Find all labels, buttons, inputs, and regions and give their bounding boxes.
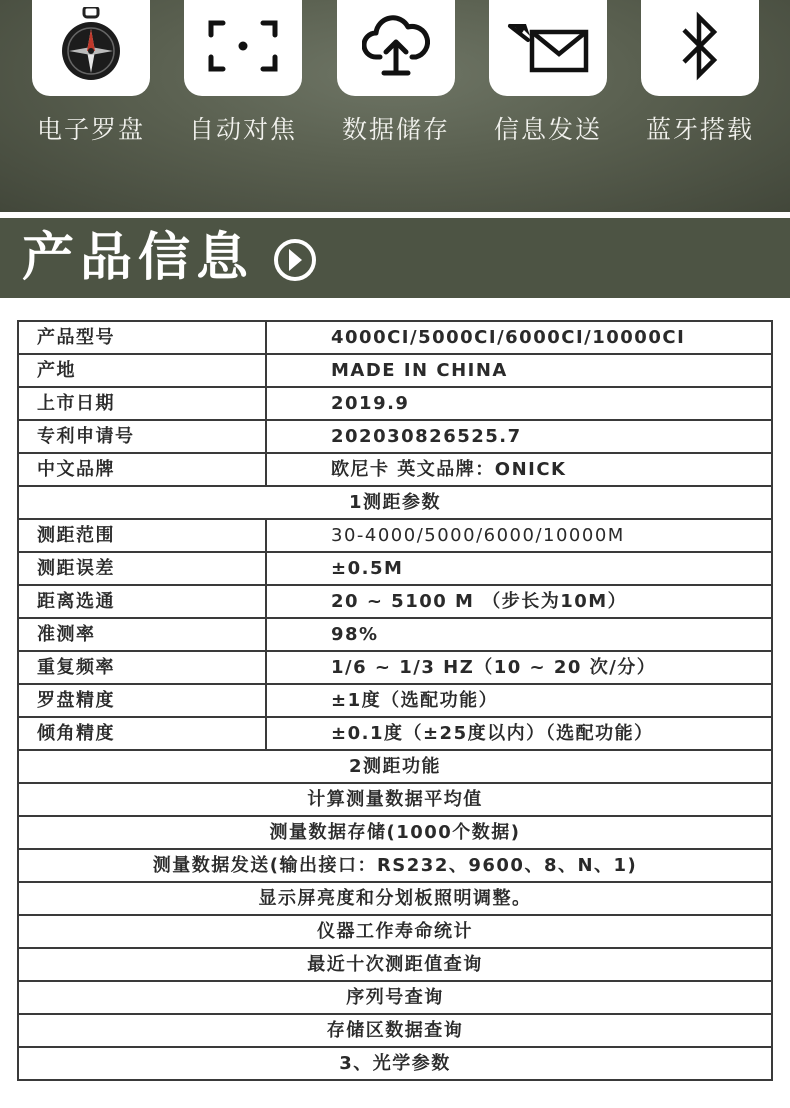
row-label: 产品型号	[18, 321, 266, 354]
table-row	[18, 717, 772, 750]
section-heading: 1测距参数	[18, 486, 772, 519]
row-label: 倾角精度	[18, 717, 266, 750]
row-value: 20 ~ 5100 M （步长为10M）	[266, 585, 772, 618]
row-value: MADE IN CHINA	[266, 354, 772, 387]
function-item: 测量数据存储(1000个数据)	[18, 816, 772, 849]
table-row	[18, 651, 772, 684]
spec-table	[17, 320, 773, 1081]
function-item: 计算测量数据平均值	[18, 783, 772, 816]
table-row	[18, 321, 772, 354]
section-heading-row	[18, 1047, 772, 1080]
section-title: 产品信息	[22, 228, 255, 288]
section-heading: 2测距功能	[18, 750, 772, 783]
row-value: 2019.9	[266, 387, 772, 420]
row-label: 距离选通	[18, 585, 266, 618]
send-mail-icon	[506, 18, 590, 78]
row-label: 中文品牌	[18, 453, 266, 486]
row-value: 98%	[266, 618, 772, 651]
table-row	[18, 882, 772, 915]
table-row	[18, 783, 772, 816]
table-row	[18, 552, 772, 585]
row-value: 202030826525.7	[266, 420, 772, 453]
feature-label: 自动对焦	[188, 115, 297, 144]
row-value: ±0.5M	[266, 552, 772, 585]
function-item: 最近十次测距值查询	[18, 948, 772, 981]
feature-label: 蓝牙搭载	[645, 115, 754, 144]
table-row	[18, 519, 772, 552]
table-row	[18, 453, 772, 486]
function-item: 仪器工作寿命统计	[18, 915, 772, 948]
feature-header	[0, 0, 790, 212]
feature-tile	[184, 0, 302, 96]
table-row	[18, 981, 772, 1014]
row-value: ±1度（选配功能）	[266, 684, 772, 717]
function-item: 存储区数据查询	[18, 1014, 772, 1047]
table-row	[18, 420, 772, 453]
feature-tile	[641, 0, 759, 96]
feature-tile	[337, 0, 455, 96]
section-heading-row	[18, 750, 772, 783]
row-label: 罗盘精度	[18, 684, 266, 717]
row-label: 上市日期	[18, 387, 266, 420]
row-label: 测距误差	[18, 552, 266, 585]
feature-storage	[331, 0, 461, 146]
row-label: 准测率	[18, 618, 266, 651]
function-item: 显示屏亮度和分划板照明调整。	[18, 882, 772, 915]
section-heading: 3、光学参数	[18, 1047, 772, 1080]
row-label: 测距范围	[18, 519, 266, 552]
row-value: ±0.1度（±25度以内）（选配功能）	[266, 717, 772, 750]
feature-label: 信息发送	[493, 115, 602, 144]
table-row	[18, 585, 772, 618]
feature-compass	[26, 0, 156, 146]
table-row	[18, 849, 772, 882]
row-label: 产地	[18, 354, 266, 387]
bluetooth-icon	[678, 10, 722, 86]
feature-label: 电子罗盘	[36, 115, 145, 144]
table-row	[18, 684, 772, 717]
focus-icon	[207, 17, 279, 79]
table-row	[18, 354, 772, 387]
table-row	[18, 816, 772, 849]
feature-focus	[178, 0, 308, 146]
section-banner	[0, 218, 790, 298]
circle-arrow-right-icon	[273, 238, 317, 286]
row-value: 1/6 ~ 1/3 HZ（10 ~ 20 次/分）	[266, 651, 772, 684]
feature-tile	[489, 0, 607, 96]
table-row	[18, 948, 772, 981]
function-item: 测量数据发送(输出接口：RS232、9600、8、N、1)	[18, 849, 772, 882]
row-value: 30-4000/5000/6000/10000M	[266, 519, 772, 552]
table-row	[18, 915, 772, 948]
feature-send	[483, 0, 613, 146]
row-value: 4000CI/5000CI/6000CI/10000CI	[266, 321, 772, 354]
compass-icon	[59, 7, 123, 89]
table-row	[18, 618, 772, 651]
cloud-upload-icon	[362, 15, 430, 81]
table-row	[18, 1014, 772, 1047]
section-heading-row	[18, 486, 772, 519]
feature-tile	[32, 0, 150, 96]
row-value: 欧尼卡 英文品牌：ONICK	[266, 453, 772, 486]
row-label: 重复频率	[18, 651, 266, 684]
table-row	[18, 387, 772, 420]
feature-label: 数据储存	[341, 115, 450, 144]
function-item: 序列号查询	[18, 981, 772, 1014]
feature-bluetooth	[635, 0, 765, 146]
row-label: 专利申请号	[18, 420, 266, 453]
